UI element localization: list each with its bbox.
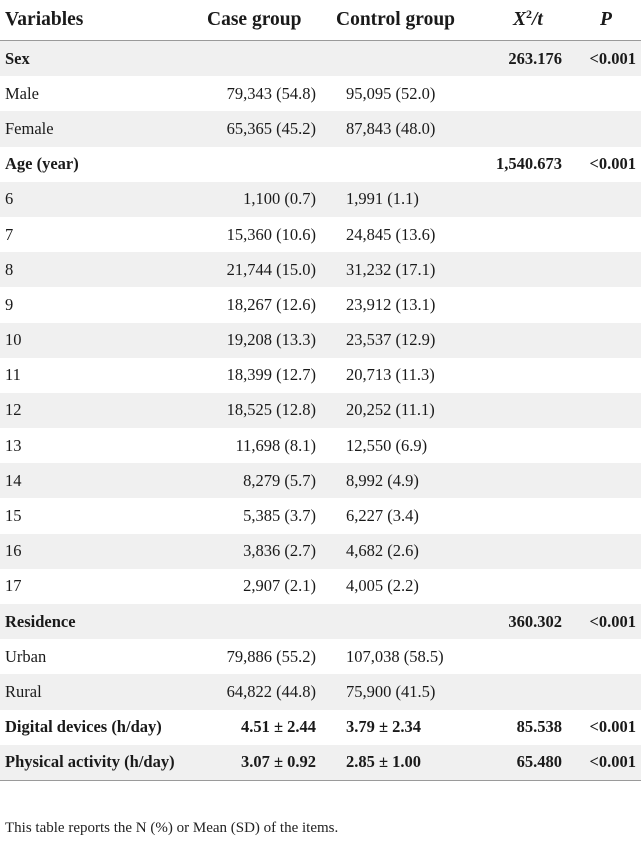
row-label: Physical activity (h/day) bbox=[5, 752, 175, 772]
table-row bbox=[0, 182, 641, 217]
table-row bbox=[0, 358, 641, 393]
table-row bbox=[0, 604, 641, 639]
row-statistic bbox=[470, 76, 562, 111]
row-label: Male bbox=[5, 83, 39, 103]
row-control-value: 75,900 (41.5) bbox=[346, 681, 436, 701]
row-case-value: 11,698 (8.1) bbox=[235, 435, 316, 455]
row-label: 10 bbox=[5, 330, 22, 350]
row-label: 14 bbox=[5, 470, 22, 490]
row-p-value bbox=[566, 182, 636, 217]
row-p-value: <0.001 bbox=[589, 611, 636, 631]
row-p-value: <0.001 bbox=[589, 48, 636, 68]
header-control-group: Control group bbox=[336, 9, 456, 30]
table-body bbox=[0, 41, 641, 780]
row-control-value: 2.85 ± 1.00 bbox=[346, 752, 422, 772]
row-p-value bbox=[566, 287, 636, 322]
header-statistic: X $^2$ /t bbox=[513, 6, 543, 30]
row-case-value: 3.07 ± 0.92 bbox=[240, 752, 316, 772]
header-variables: Variables bbox=[5, 9, 84, 30]
row-case-value: 18,399 (12.7) bbox=[226, 365, 316, 385]
row-p-value bbox=[566, 674, 636, 709]
row-statistic bbox=[470, 393, 562, 428]
row-statistic bbox=[470, 182, 562, 217]
row-p-value bbox=[566, 393, 636, 428]
table-row bbox=[0, 76, 641, 111]
row-label: 11 bbox=[5, 365, 21, 385]
row-control-value: 20,252 (11.1) bbox=[346, 400, 435, 420]
header-case-group: Case group bbox=[207, 9, 302, 30]
table-row bbox=[0, 745, 641, 780]
row-statistic: 85.538 bbox=[516, 717, 562, 737]
bottom-rule bbox=[0, 780, 641, 781]
row-case-value bbox=[190, 604, 316, 639]
row-statistic bbox=[470, 323, 562, 358]
row-case-value: 18,525 (12.8) bbox=[226, 400, 316, 420]
table-row bbox=[0, 41, 641, 76]
table-row bbox=[0, 710, 641, 745]
row-statistic bbox=[470, 534, 562, 569]
row-label: 17 bbox=[5, 576, 22, 596]
row-control-value: 4,005 (2.2) bbox=[346, 576, 419, 596]
table-row bbox=[0, 428, 641, 463]
row-statistic: 263.176 bbox=[508, 48, 562, 68]
row-statistic bbox=[470, 428, 562, 463]
row-statistic bbox=[470, 217, 562, 252]
row-control-value bbox=[346, 41, 462, 76]
row-statistic bbox=[470, 569, 562, 604]
row-p-value: <0.001 bbox=[589, 154, 636, 174]
row-label: 16 bbox=[5, 541, 22, 561]
table-header bbox=[0, 0, 641, 40]
row-label: 12 bbox=[5, 400, 22, 420]
row-p-value bbox=[566, 252, 636, 287]
row-statistic bbox=[470, 287, 562, 322]
row-control-value: 20,713 (11.3) bbox=[346, 365, 435, 385]
row-p-value bbox=[566, 534, 636, 569]
table-row bbox=[0, 147, 641, 182]
row-label: 7 bbox=[5, 224, 14, 244]
row-p-value bbox=[566, 111, 636, 146]
row-label: Female bbox=[5, 118, 54, 138]
row-statistic bbox=[470, 358, 562, 393]
row-control-value bbox=[346, 147, 462, 182]
row-case-value: 19,208 (13.3) bbox=[226, 330, 316, 350]
table-row bbox=[0, 463, 641, 498]
row-label: 15 bbox=[5, 506, 22, 526]
row-label: 13 bbox=[5, 435, 22, 455]
row-case-value bbox=[190, 41, 316, 76]
row-control-value: 1,991 (1.1) bbox=[346, 189, 419, 209]
table-row bbox=[0, 111, 641, 146]
row-case-value: 2,907 (2.1) bbox=[243, 576, 316, 596]
table-footnote: This table reports the N (%) or Mean (SD) of the items. bbox=[5, 820, 339, 836]
row-case-value: 65,365 (45.2) bbox=[226, 118, 316, 138]
row-p-value bbox=[566, 569, 636, 604]
row-control-value: 87,843 (48.0) bbox=[346, 118, 436, 138]
row-case-value: 21,744 (15.0) bbox=[226, 259, 316, 279]
row-control-value: 3.79 ± 2.34 bbox=[346, 717, 422, 737]
row-statistic bbox=[470, 111, 562, 146]
table-row bbox=[0, 674, 641, 709]
row-control-value: 95,095 (52.0) bbox=[346, 83, 436, 103]
row-case-value: 1,100 (0.7) bbox=[243, 189, 316, 209]
row-label: 6 bbox=[5, 189, 14, 209]
row-label: Residence bbox=[5, 611, 76, 631]
row-statistic: 1,540.673 bbox=[496, 154, 562, 174]
row-case-value: 5,385 (3.7) bbox=[243, 506, 316, 526]
row-label: Digital devices (h/day) bbox=[5, 717, 162, 737]
row-statistic bbox=[470, 252, 562, 287]
row-statistic bbox=[470, 463, 562, 498]
row-case-value: 8,279 (5.7) bbox=[243, 470, 316, 490]
table-row bbox=[0, 639, 641, 674]
row-control-value: 6,227 (3.4) bbox=[346, 506, 419, 526]
table-row bbox=[0, 252, 641, 287]
table-row bbox=[0, 287, 641, 322]
row-statistic bbox=[470, 639, 562, 674]
table-row bbox=[0, 323, 641, 358]
row-control-value: 107,038 (58.5) bbox=[346, 646, 444, 666]
row-case-value: 4.51 ± 2.44 bbox=[240, 717, 316, 737]
row-control-value: 23,912 (13.1) bbox=[346, 294, 436, 314]
row-statistic: 65.480 bbox=[516, 752, 562, 772]
row-case-value bbox=[190, 147, 316, 182]
row-p-value bbox=[566, 428, 636, 463]
row-control-value: 8,992 (4.9) bbox=[346, 470, 419, 490]
row-p-value bbox=[566, 498, 636, 533]
table-row bbox=[0, 569, 641, 604]
row-case-value: 3,836 (2.7) bbox=[243, 541, 316, 561]
row-label: 9 bbox=[5, 294, 14, 314]
row-label: Sex bbox=[5, 48, 30, 68]
row-p-value: <0.001 bbox=[589, 752, 636, 772]
row-control-value: 4,682 (2.6) bbox=[346, 541, 419, 561]
row-control-value bbox=[346, 604, 462, 639]
header-p-value: P bbox=[600, 9, 612, 30]
row-p-value bbox=[566, 639, 636, 674]
row-p-value bbox=[566, 217, 636, 252]
row-case-value: 15,360 (10.6) bbox=[226, 224, 316, 244]
row-p-value bbox=[566, 76, 636, 111]
row-control-value: 31,232 (17.1) bbox=[346, 259, 436, 279]
row-case-value: 79,343 (54.8) bbox=[226, 83, 316, 103]
row-label: Rural bbox=[5, 681, 42, 701]
row-statistic bbox=[470, 498, 562, 533]
row-case-value: 18,267 (12.6) bbox=[226, 294, 316, 314]
row-control-value: 23,537 (12.9) bbox=[346, 330, 436, 350]
row-case-value: 79,886 (55.2) bbox=[226, 646, 316, 666]
table-row bbox=[0, 393, 641, 428]
row-label: 8 bbox=[5, 259, 14, 279]
table-row bbox=[0, 534, 641, 569]
row-p-value bbox=[566, 463, 636, 498]
row-case-value: 64,822 (44.8) bbox=[226, 681, 316, 701]
row-p-value bbox=[566, 323, 636, 358]
table-row bbox=[0, 498, 641, 533]
row-statistic: 360.302 bbox=[508, 611, 562, 631]
row-label: Urban bbox=[5, 646, 47, 666]
row-p-value: <0.001 bbox=[589, 717, 636, 737]
row-control-value: 24,845 (13.6) bbox=[346, 224, 436, 244]
row-control-value: 12,550 (6.9) bbox=[346, 435, 428, 455]
table-row bbox=[0, 217, 641, 252]
row-label: Age (year) bbox=[5, 154, 79, 174]
row-statistic bbox=[470, 674, 562, 709]
row-p-value bbox=[566, 358, 636, 393]
